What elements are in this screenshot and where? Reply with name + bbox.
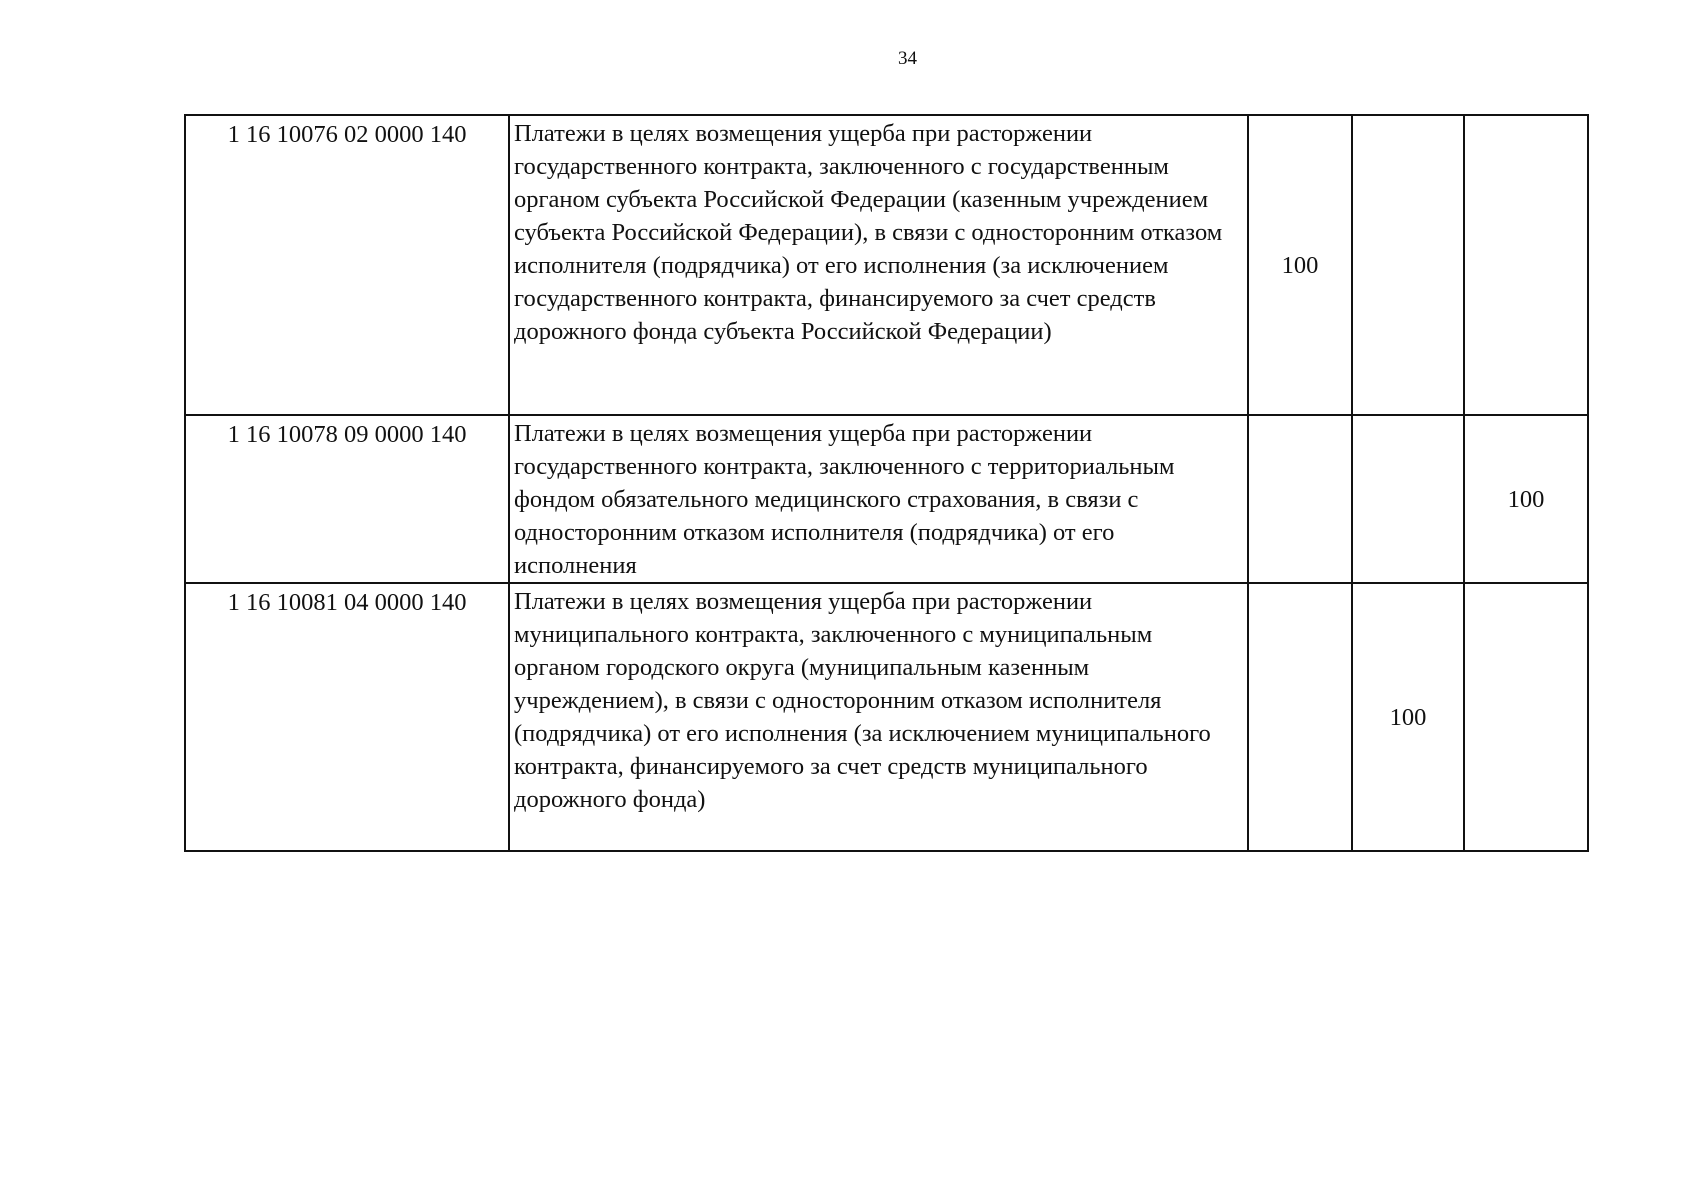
budget-code-cell: 1 16 10078 09 0000 140 — [185, 415, 509, 583]
norm-cell-column-1 — [1248, 583, 1352, 851]
norm-cell-column-2 — [1352, 115, 1464, 415]
norm-cell-column-1: 100 — [1248, 115, 1352, 415]
norm-cell-column-3 — [1464, 583, 1588, 851]
norm-cell-column-3 — [1464, 115, 1588, 415]
table-row — [185, 583, 1588, 851]
revenue-distribution-table — [184, 114, 1589, 852]
income-description-cell: Платежи в целях возмещения ущерба при расторжении муниципального контракта, заключенного с муниципальным органом городского округа (муниципальным казенным учреждением), в связи с односторонним отказом исполнителя (подрядчика) от его исполнения (за исключением муниципального контракта, финансируемого за счет средств муниципального дорожного фонда) — [509, 583, 1248, 851]
income-description-cell: Платежи в целях возмещения ущерба при расторжении государственного контракта, заключенного с государственным органом субъекта Российской Федерации (казенным учреждением субъекта Российской Федерации), в связи с односторонним отказом исполнителя (подрядчика) от его исполнения (за исключением государственного контракта, финансируемого за счет средств дорожного фонда субъекта Российской Федерации) — [509, 115, 1248, 415]
norm-cell-column-2 — [1352, 415, 1464, 583]
norm-cell-column-1 — [1248, 415, 1352, 583]
income-description-cell: Платежи в целях возмещения ущерба при расторжении государственного контракта, заключенного с территориальным фондом обязательного медицинского страхования, в связи с односторонним отказом исполнителя (подрядчика) от его исполнения — [509, 415, 1248, 583]
budget-code-cell: 1 16 10081 04 0000 140 — [185, 583, 509, 851]
budget-code-cell: 1 16 10076 02 0000 140 — [185, 115, 509, 415]
norm-cell-column-3: 100 — [1464, 415, 1588, 583]
norm-cell-column-2: 100 — [1352, 583, 1464, 851]
table-row — [185, 115, 1588, 415]
table-row — [185, 415, 1588, 583]
page-number: 34 — [898, 48, 917, 69]
